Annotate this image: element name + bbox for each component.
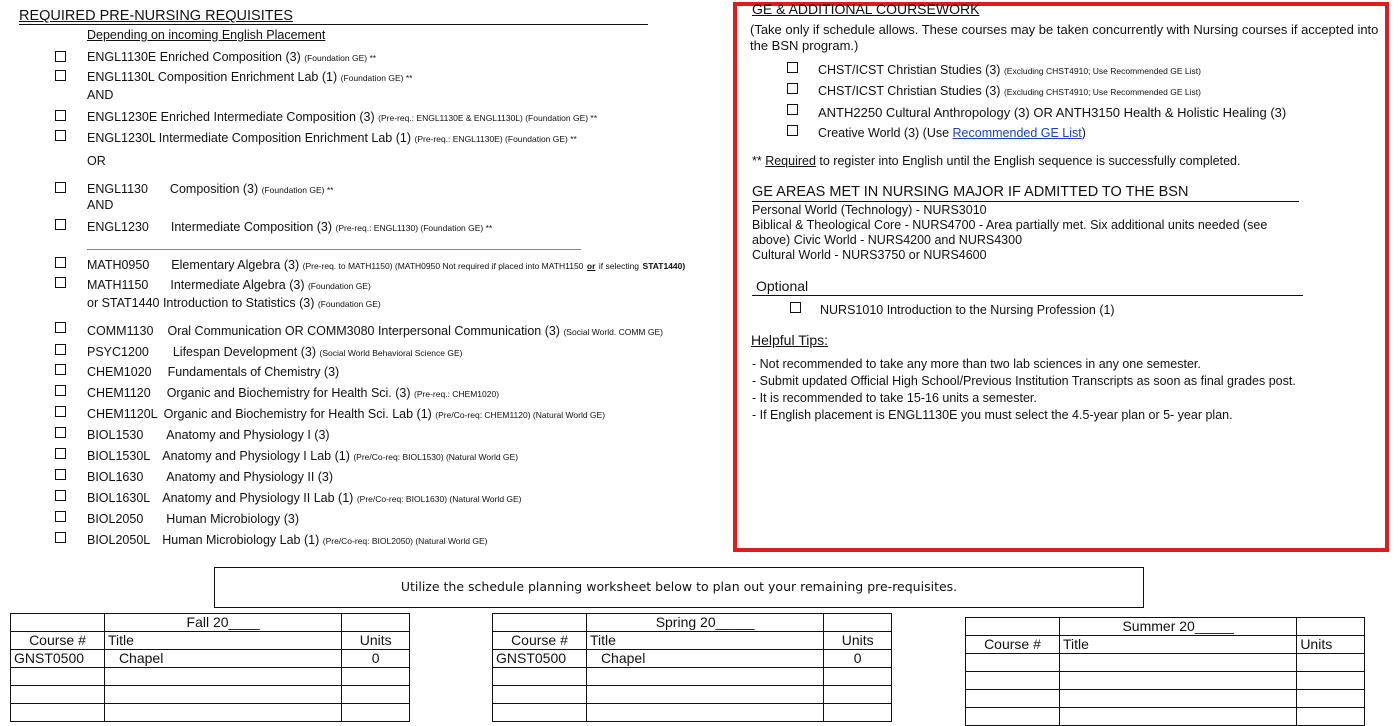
spring-course-col: Course # <box>493 632 587 650</box>
ge-coursework-heading: GE & ADDITIONAL COURSEWORK <box>752 1 980 17</box>
fall-units-cell[interactable] <box>342 668 410 686</box>
engl1130e-checkbox[interactable] <box>55 51 66 62</box>
biol1530l-checkbox[interactable] <box>55 448 66 459</box>
nurs1010-checkbox[interactable] <box>790 302 801 313</box>
engl1230-item: ENGL1230 Intermediate Composition (3) (Pre-req.: ENGL1130) (Foundation GE) ** <box>87 220 493 234</box>
summer-course-col: Course # <box>966 636 1060 654</box>
engl1130e-item: ENGL1130E Enriched Composition (3) (Foundation GE) ** <box>87 50 377 64</box>
chem1020-checkbox[interactable] <box>55 364 66 375</box>
summer-term-header: Summer 20_____ <box>1059 618 1296 636</box>
biol1630l-item: BIOL1630L Anatomy and Physiology II Lab (1) (Pre/Co-req: BIOL1630) (Natural World GE) <box>87 491 522 505</box>
engl1230l-item: ENGL1230L Intermediate Composition Enrichment Lab (1) (Pre-req.: ENGL1130E) (Foundation GE) ** <box>87 131 577 145</box>
anth-item: ANTH2250 Cultural Anthropology (3) OR ANTH3150 Health & Holistic Healing (3) <box>818 105 1287 120</box>
engl1230-checkbox[interactable] <box>55 219 66 230</box>
math1150-checkbox[interactable] <box>55 277 66 288</box>
ge-area-line: Biblical & Theological Core - NURS4700 - Area partially met. Six additional units needed (see <box>752 218 1268 232</box>
stat1440-item: or STAT1440 Introduction to Statistics (3) (Foundation GE) <box>87 296 381 310</box>
ge-area-line: Personal World (Technology) - NURS3010 <box>752 203 987 217</box>
spring-term-header: Spring 20_____ <box>586 614 823 632</box>
biol2050l-item: BIOL2050L Human Microbiology Lab (1) (Pre/Co-req: BIOL2050) (Natural World GE) <box>87 533 488 547</box>
ge-areas-heading: GE AREAS MET IN NURSING MAJOR IF ADMITTED TO THE BSN <box>752 184 1189 200</box>
fall-units-cell[interactable] <box>342 686 410 704</box>
engl1230e-item: ENGL1230E Enriched Intermediate Composition (3) (Pre-req.: ENGL1130E & ENGL1130L) (Foundation GE) ** <box>87 110 598 124</box>
math0950-item: MATH0950 Elementary Algebra (3) (Pre-req. to MATH1150) (MATH0950 Not required if placed into MATH1150 or if selecting STAT1440) <box>87 258 686 272</box>
fall-units-cell[interactable]: 0 <box>342 650 410 668</box>
spring-units-cell[interactable]: 0 <box>824 650 892 668</box>
ge-intro-line1: (Take only if schedule allows. These courses may be taken concurrently with Nursing courses if accepted into <box>750 22 1379 37</box>
chem1020-item: CHEM1020 Fundamentals of Chemistry (3) <box>87 365 340 379</box>
spring-title-cell[interactable] <box>586 686 823 704</box>
chem1120-item: CHEM1120 Organic and Biochemistry for Health Sci. (3) (Pre-req.: CHEM1020) <box>87 386 500 400</box>
chem1120-checkbox[interactable] <box>55 385 66 396</box>
recommended-ge-link[interactable]: Recommended GE List <box>952 126 1082 140</box>
heading-rule <box>19 24 648 25</box>
summer-course-cell[interactable] <box>966 690 1060 708</box>
engl1130-item: ENGL1130 Composition (3) (Foundation GE) ** <box>87 182 334 196</box>
engl1130-checkbox[interactable] <box>55 182 66 193</box>
summer-schedule-table <box>965 617 1365 726</box>
ge-area-line: above) Civic World - NURS4200 and NURS4300 <box>752 233 1023 247</box>
ge-areas-rule <box>752 201 1299 202</box>
comm1130-checkbox[interactable] <box>55 322 66 333</box>
chst-item-2: CHST/ICST Christian Studies (3) (Excluding CHST4910; Use Recommended GE List) <box>818 84 1201 98</box>
biol1630l-checkbox[interactable] <box>55 490 66 501</box>
math0950-checkbox[interactable] <box>55 257 66 268</box>
chst-checkbox-1[interactable] <box>787 62 798 73</box>
creative-item: Creative World (3) (Use Recommended GE List) <box>818 126 1086 140</box>
summer-course-cell[interactable] <box>966 708 1060 726</box>
spring-title-col: Title <box>586 632 823 650</box>
fall-course-cell[interactable]: GNST0500 <box>11 650 105 668</box>
fall-course-cell[interactable] <box>11 668 105 686</box>
biol1630-item: BIOL1630 Anatomy and Physiology II (3) <box>87 470 334 484</box>
spring-course-cell[interactable]: GNST0500 <box>493 650 587 668</box>
biol2050-checkbox[interactable] <box>55 511 66 522</box>
fall-title-col: Title <box>104 632 341 650</box>
chem1120l-checkbox[interactable] <box>55 406 66 417</box>
math1150-item: MATH1150 Intermediate Algebra (3) (Foundation GE) <box>87 278 371 292</box>
placement-subheading: Depending on incoming English Placement <box>87 28 326 42</box>
comm1130-item: COMM1130 Oral Communication OR COMM3080 Interpersonal Communication (3) (Social World. COMM GE) <box>87 324 663 338</box>
psyc1200-item: PSYC1200 Lifespan Development (3) (Social World Behavioral Science GE) <box>87 345 463 359</box>
engl1130l-checkbox[interactable] <box>55 70 66 81</box>
fall-course-col: Course # <box>11 632 105 650</box>
spring-units-col: Units <box>824 632 892 650</box>
biol2050l-checkbox[interactable] <box>55 532 66 543</box>
section-divider <box>87 249 581 250</box>
optional-rule <box>752 295 1303 296</box>
summer-units-cell[interactable] <box>1297 672 1365 690</box>
fall-schedule-table <box>10 613 410 722</box>
summer-units-cell[interactable] <box>1297 708 1365 726</box>
fall-term-header: Fall 20____ <box>104 614 341 632</box>
summer-title-cell[interactable] <box>1059 690 1296 708</box>
fall-units-col: Units <box>342 632 410 650</box>
ge-intro-line2: the BSN program.) <box>750 38 859 53</box>
tip-item: - Not recommended to take any more than two lab sciences in any one semester. <box>752 357 1201 371</box>
summer-units-cell[interactable] <box>1297 654 1365 672</box>
required-note: ** Required to register into English until the English sequence is successfully completed. <box>752 154 1241 168</box>
chem1120l-item: CHEM1120L Organic and Biochemistry for Health Sci. Lab (1) (Pre/Co-req: CHEM1120) (Natural World GE) <box>87 407 606 421</box>
or-label: OR <box>87 154 106 168</box>
spring-schedule-table <box>492 613 892 722</box>
creative-checkbox[interactable] <box>787 125 798 136</box>
tip-item: - Submit updated Official High School/Previous Institution Transcripts as soon as final grades post. <box>752 374 1296 388</box>
spring-title-cell[interactable]: Chapel <box>586 650 823 668</box>
ge-area-line: Cultural World - NURS3750 or NURS4600 <box>752 248 987 262</box>
psyc1200-checkbox[interactable] <box>55 344 66 355</box>
biol1530-checkbox[interactable] <box>55 427 66 438</box>
tip-item: - It is recommended to take 15-16 units a semester. <box>752 391 1037 405</box>
engl1230l-checkbox[interactable] <box>55 130 66 141</box>
fall-title-cell[interactable]: Chapel <box>104 650 341 668</box>
engl1130l-item: ENGL1130L Composition Enrichment Lab (1) (Foundation GE) ** <box>87 70 413 84</box>
biol1530-item: BIOL1530 Anatomy and Physiology I (3) <box>87 428 330 442</box>
anth-checkbox[interactable] <box>787 104 798 115</box>
and-label-2: AND <box>87 198 114 212</box>
tip-item: - If English placement is ENGL1130E you must select the 4.5-year plan or 5- year plan. <box>752 408 1233 422</box>
spring-units-cell[interactable] <box>824 668 892 686</box>
fall-title-cell[interactable] <box>104 686 341 704</box>
spring-title-cell[interactable] <box>586 668 823 686</box>
chst-item-1: CHST/ICST Christian Studies (3) (Excluding CHST4910; Use Recommended GE List) <box>818 63 1201 77</box>
spring-course-cell[interactable] <box>493 668 587 686</box>
helpful-tips-heading: Helpful Tips: <box>751 332 829 348</box>
summer-title-cell[interactable] <box>1059 654 1296 672</box>
summer-title-cell[interactable] <box>1059 672 1296 690</box>
prenursing-heading: REQUIRED PRE-NURSING REQUISITES <box>19 8 293 24</box>
fall-course-cell[interactable] <box>11 686 105 704</box>
biol1630-checkbox[interactable] <box>55 469 66 480</box>
summer-units-col: Units <box>1297 636 1365 654</box>
summer-title-cell[interactable] <box>1059 708 1296 726</box>
summer-course-cell[interactable] <box>966 672 1060 690</box>
spring-units-cell[interactable] <box>824 686 892 704</box>
spring-course-cell[interactable] <box>493 686 587 704</box>
optional-heading: Optional <box>756 278 809 294</box>
summer-title-col: Title <box>1059 636 1296 654</box>
engl1230e-checkbox[interactable] <box>55 110 66 121</box>
summer-course-cell[interactable] <box>966 654 1060 672</box>
biol1530l-item: BIOL1530L Anatomy and Physiology I Lab (1) (Pre/Co-req: BIOL1530) (Natural World GE) <box>87 449 519 463</box>
chst-checkbox-2[interactable] <box>787 83 798 94</box>
summer-units-cell[interactable] <box>1297 690 1365 708</box>
fall-title-cell[interactable] <box>104 668 341 686</box>
biol2050-item: BIOL2050 Human Microbiology (3) <box>87 512 299 526</box>
worksheet-instruction: Utilize the schedule planning worksheet below to plan out your remaining pre-requisites. <box>214 567 1144 608</box>
nurs1010-item: NURS1010 Introduction to the Nursing Profession (1) <box>820 303 1115 317</box>
and-label: AND <box>87 88 114 102</box>
